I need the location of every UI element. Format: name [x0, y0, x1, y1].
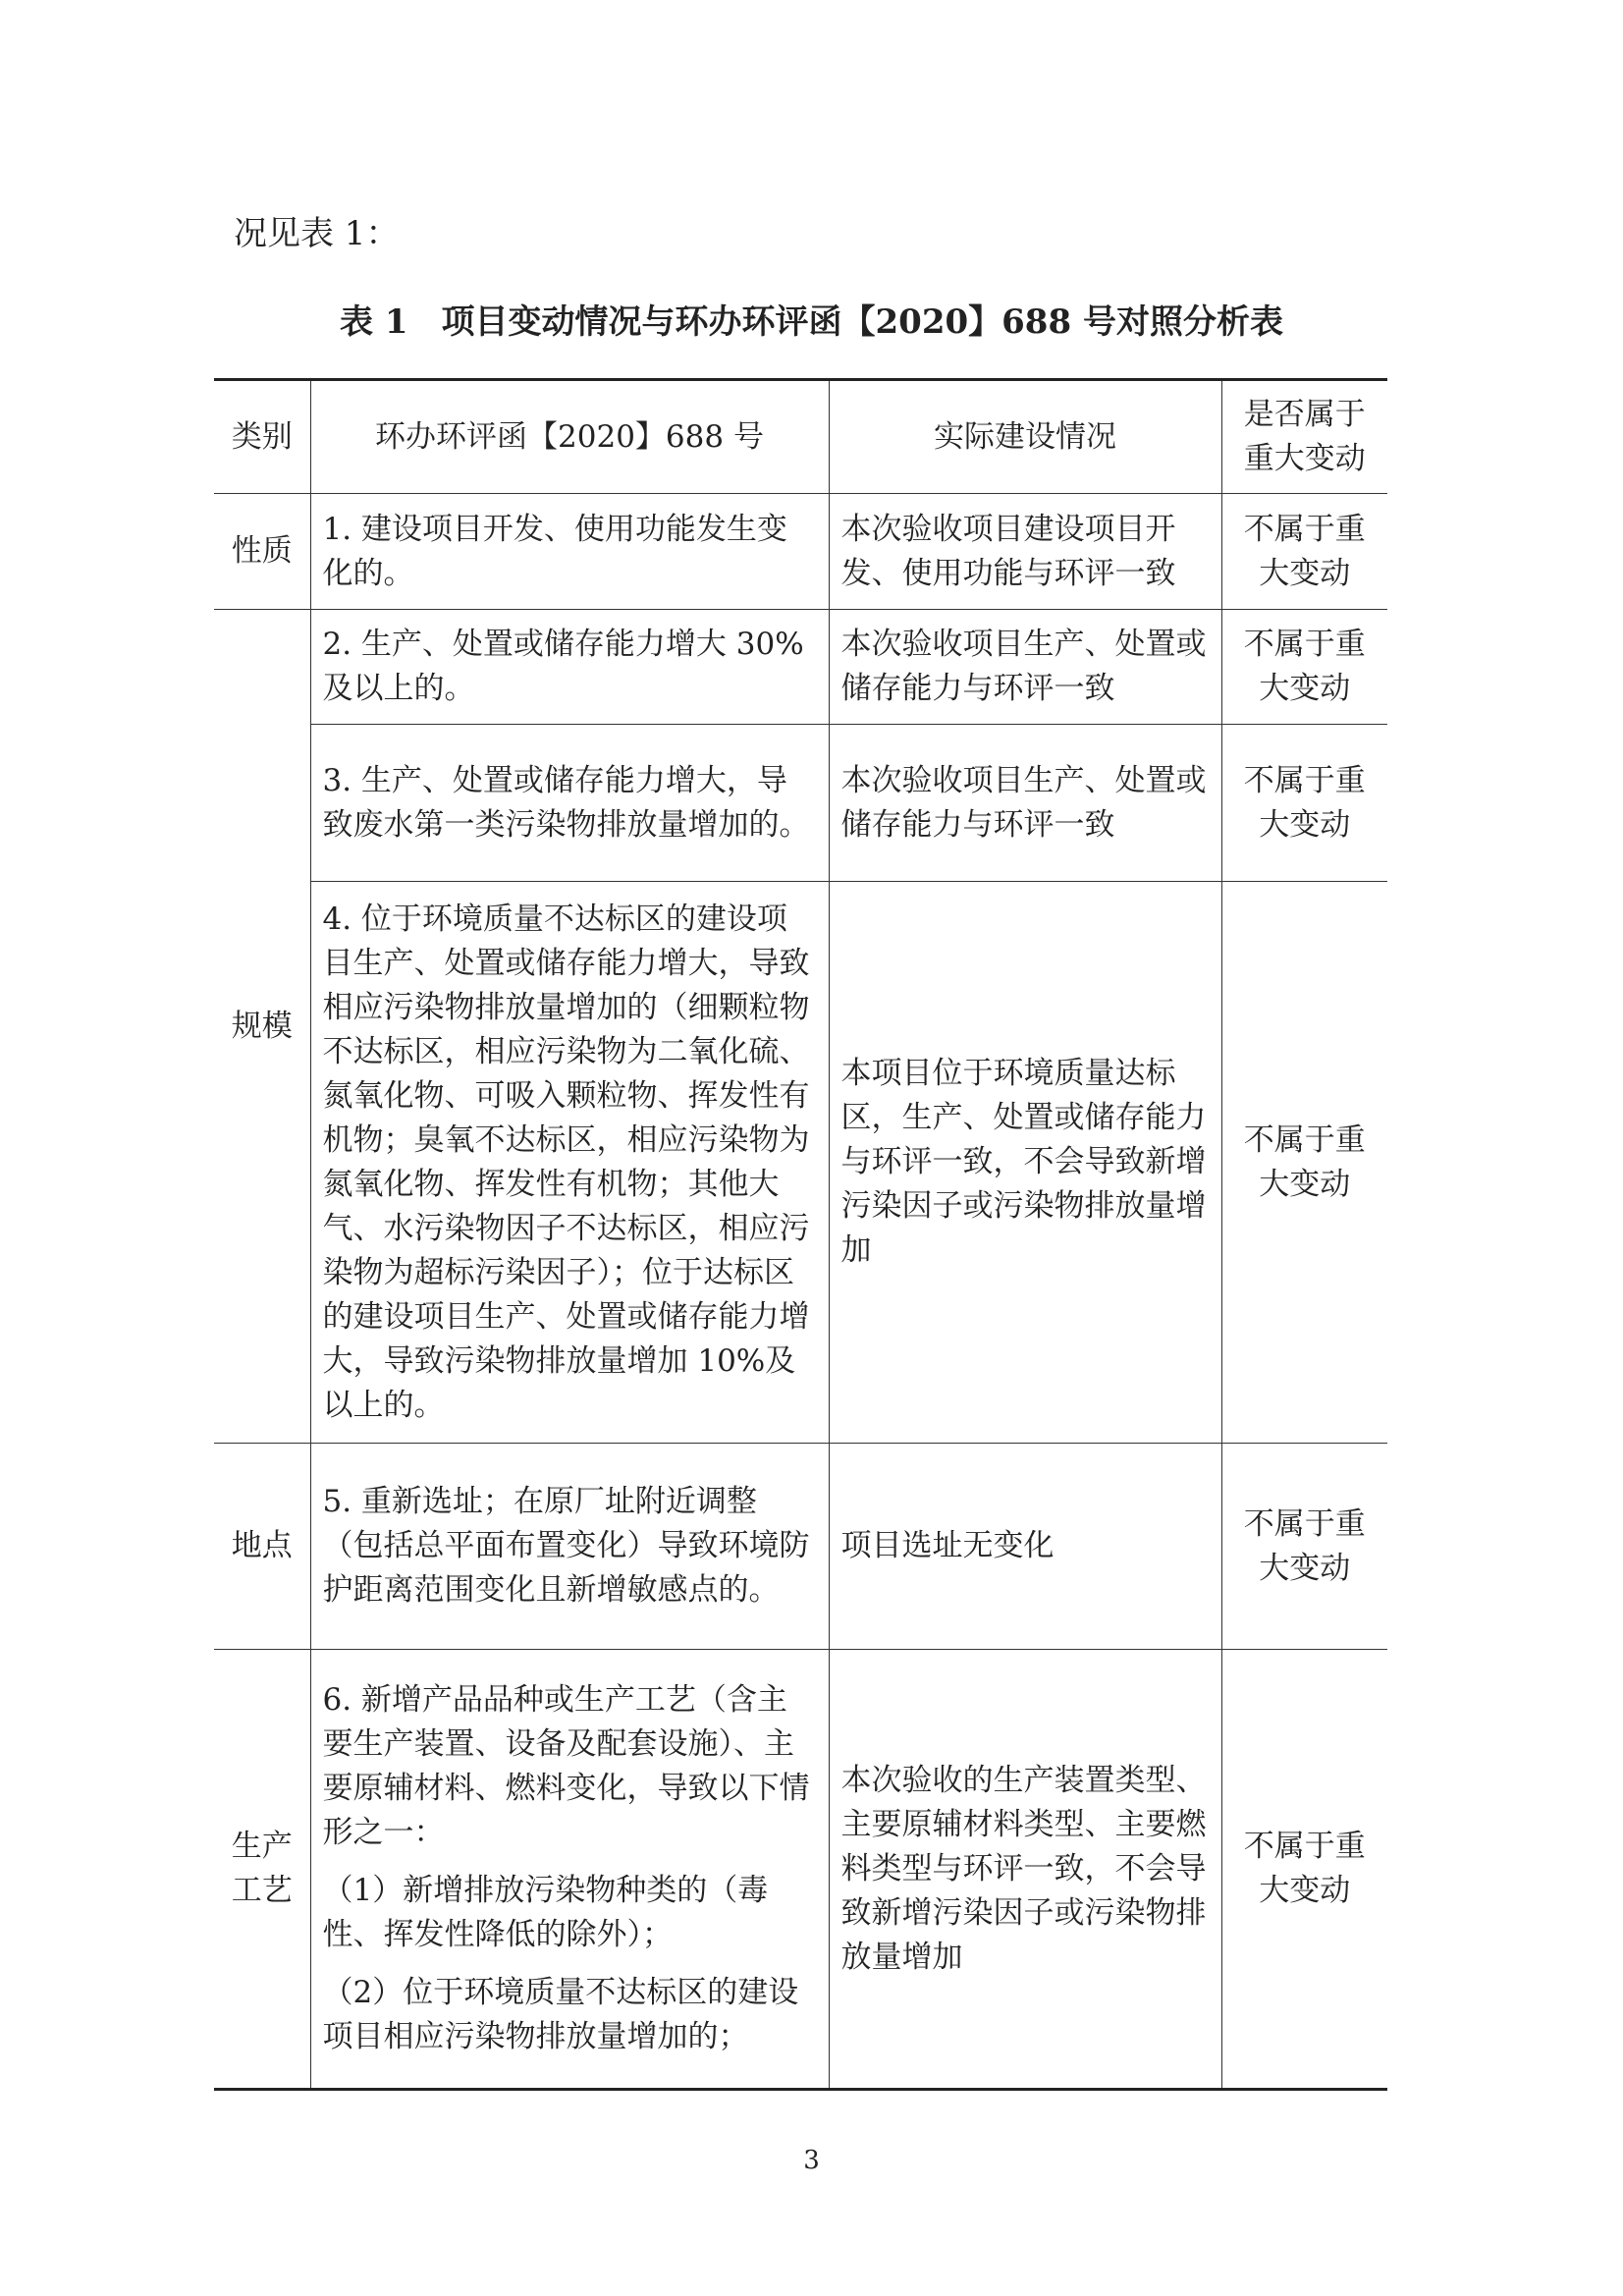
requirement-cell [310, 725, 829, 882]
comparison-table [214, 378, 1387, 2091]
category-cell: 性质 [214, 494, 310, 610]
requirement-text: 6. 新增产品品种或生产工艺（含主要生产装置、设备及配套设施）、主要原辅材料、燃料变化，导致以下情形之一： [322, 1682, 810, 1850]
category-cell: 生产工艺 [214, 1650, 310, 2090]
category-cell: 规模 [214, 610, 310, 1444]
result-cell: 不属于重大变动 [1221, 725, 1387, 882]
table-row [214, 1650, 1387, 2090]
actual-cell: 本次验收项目生产、处置或储存能力与环评一致 [829, 610, 1221, 725]
table-header-row [214, 380, 1387, 494]
result-cell: 不属于重大变动 [1221, 882, 1387, 1444]
requirement-cell [310, 610, 829, 725]
actual-cell: 本项目位于环境质量达标区，生产、处置或储存能力与环评一致，不会导致新增污染因子或污染物排放量增加 [829, 882, 1221, 1444]
table-row [214, 725, 1387, 882]
table-row [214, 610, 1387, 725]
table-row [214, 882, 1387, 1444]
actual-cell: 项目选址无变化 [829, 1444, 1221, 1650]
result-cell: 不属于重大变动 [1221, 1650, 1387, 2090]
header-requirement: 环办环评函【2020】688 号 [310, 380, 829, 494]
requirement-subitem: （1）新增排放污染物种类的（毒性、挥发性降低的除外）； [322, 1873, 769, 1952]
header-result: 是否属于重大变动 [1221, 380, 1387, 494]
header-category: 类别 [214, 380, 310, 494]
requirement-cell [310, 494, 829, 610]
table-title: 表 1 项目变动情况与环办环评函【2020】688 号对照分析表 [340, 302, 1283, 342]
requirement-text: 3. 生产、处置或储存能力增大，导致废水第一类污染物排放量增加的。 [322, 762, 810, 843]
actual-cell: 本次验收项目建设项目开发、使用功能与环评一致 [829, 494, 1221, 610]
requirement-cell [310, 882, 829, 1444]
result-cell: 不属于重大变动 [1221, 610, 1387, 725]
page-number: 3 [803, 2146, 820, 2175]
table-row [214, 494, 1387, 610]
requirement-text: 5. 重新选址；在原厂址附近调整（包括总平面布置变化）导致环境防护距离范围变化且新增敏感点的。 [322, 1484, 810, 1608]
requirement-text: 1. 建设项目开发、使用功能发生变化的。 [322, 511, 787, 591]
header-actual: 实际建设情况 [829, 380, 1221, 494]
intro-text: 况见表 1： [234, 214, 400, 253]
requirement-cell [310, 1444, 829, 1650]
result-cell: 不属于重大变动 [1221, 1444, 1387, 1650]
requirement-text: 4. 位于环境质量不达标区的建设项目生产、处置或储存能力增大，导致相应污染物排放量增加的（细颗粒物不达标区，相应污染物为二氧化硫、氮氧化物、可吸入颗粒物、挥发性有机物；臭氧不达标区，相应污染物为氮氧化物、挥发性有机物；其他大气、水污染物因子不达标区，相应污染物为超标污染因子）；位于达标区的建设项目生产、处置或储存能力增大，导致污染物排放量增加 10%及以上的。 [322, 901, 810, 1423]
requirement-subitem: （2）位于环境质量不达标区的建设项目相应污染物排放量增加的； [322, 1975, 799, 2054]
category-cell: 地点 [214, 1444, 310, 1650]
requirement-text: 2. 生产、处置或储存能力增大 30%及以上的。 [322, 627, 804, 706]
result-cell: 不属于重大变动 [1221, 494, 1387, 610]
actual-cell: 本次验收的生产装置类型、主要原辅材料类型、主要燃料类型与环评一致，不会导致新增污染因子或污染物排放量增加 [829, 1650, 1221, 2090]
actual-cell: 本次验收项目生产、处置或储存能力与环评一致 [829, 725, 1221, 882]
requirement-cell [310, 1650, 829, 2090]
table-row [214, 1444, 1387, 1650]
